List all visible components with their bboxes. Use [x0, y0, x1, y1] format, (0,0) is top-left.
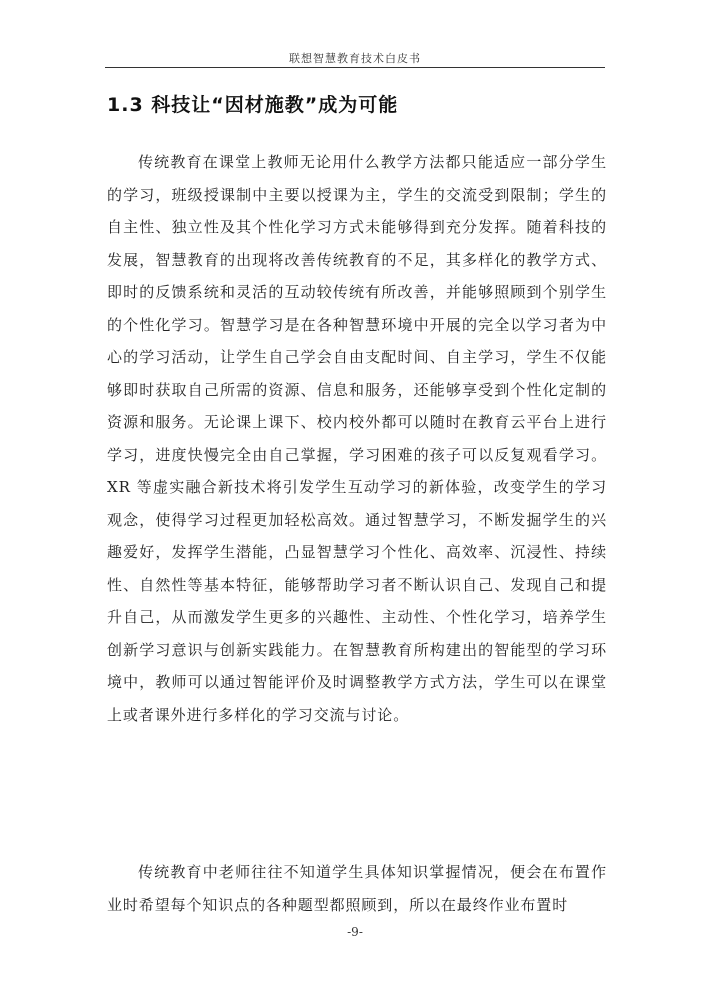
section-heading: 1.3 科技让“因材施教”成为可能 [107, 94, 399, 116]
body-paragraph: 传统教育在课堂上教师无论用什么教学方法都只能适应一部分学生的学习，班级授课制中主要以授课为主，学生的交流受到限制；学生的自主性、独立性及其个性化学习方式未能够得到充分发挥。随着科技的发展，智慧教育的出现将改善传统教育的不足，其多样化的教学方式、即时的反馈系统和灵活的互动较传统有所改善，并能够照顾到个别学生的个性化学习。智慧学习是在各种智慧环境中开展的完全以学习者为中心的学习活动，让学生自己学会自由支配时间、自主学习，学生不仅能够即时获取自己所需的资源、信息和服务，还能够享受到个性化定制的资源和服务。无论课上课下、校内校外都可以随时在教育云平台上进行学习，进度快慢完全由自己掌握，学习困难的孩子可以反复观看学习。XR 等虚实融合新技术将引发学生互动学习的新体验，改变学生的学习观念，使得学习过程更加轻松高效。通过智慧学习，不断发掘学生的兴趣爱好，发挥学生潜能，凸显智慧学习个性化、高效率、沉浸性、持续性、自然性等基本特征，能够帮助学习者不断认识自己、发现自己和提升自己，从而激发学生更多的兴趣性、主动性、个性化学习，培养学生创新学习意识与创新实践能力。在智慧教育所构建出的智能型的学习环境中，教师可以通过智能评价及时调整教学方式方法，学生可以在课堂上或者课外进行多样化的学习交流与讨论。 [107, 153, 607, 724]
running-header: 联想智慧教育技术白皮书 [289, 52, 421, 65]
header-divider [105, 67, 605, 68]
page-number: -9- [347, 925, 363, 939]
body-paragraph: 传统教育中老师往往不知道学生具体知识掌握情况，便会在布置作业时希望每个知识点的各种题型都照顾到，所以在最终作业布置时 [107, 863, 607, 914]
